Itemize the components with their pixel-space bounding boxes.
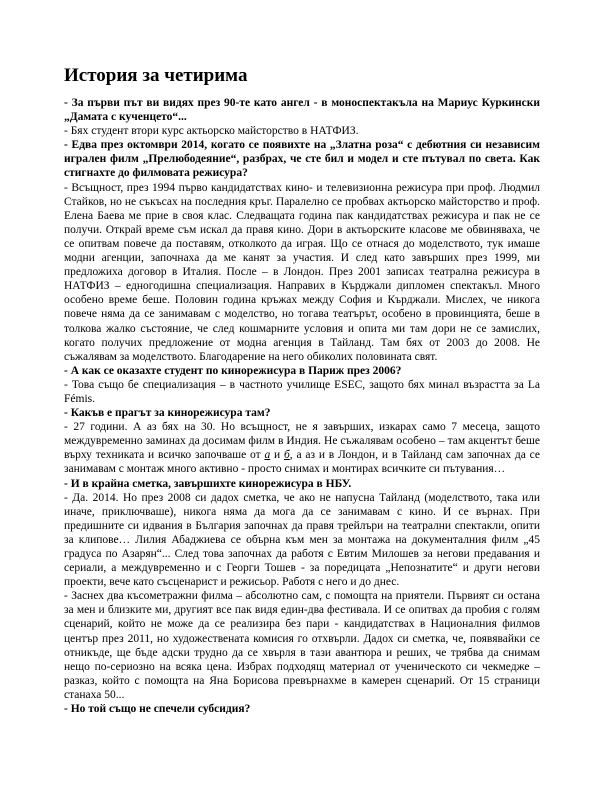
- answer-paragraph: - Всъщност, през 1994 първо кандидатствах кино- и телевизионна режисура при проф. Людмил Стайков, но не съкъсах на последния кръг. Паралелно се пробвах актьорско майсторство и проф. Елена Баева ме прие в своя клас. Следващата година пак кандидатствах режисура и пак не се получи. Открай време съм искал да правя кино. Дори в актьорските класове ме обвиняваха, че се опитвам повече да поставям, отколкото да играя. Що се отнася до моделството, тук имаше модни агенции, започнаха да ме канят за участия. И след като завърших през 1999, ми предложиха договор в Италия. После – в Лондон. През 2001 записах театрална режисура в НАТФИЗ – едногодишна специализация. Направих в Кърджали дипломен спектакъл. Много особено време беше. Половин година кръжах между София и Кърджали. Мислех, че никога повече няма да се занимавам с моделство, но тогава театърът, особено в провинцията, беше в толкова жалко състояние, че след кошмарните условия и опита ми там дори не се замислих, когато получих предложение от модна агенция в Тайланд. Там бях от 2003 до 2008. Не съжалявам за моделството. Благодарение на него обиколих половината свят.: [64, 181, 540, 363]
- answer-paragraph: - Това също бе специализация – в частното училище ESEC, защото бях минал възрастта за La Fémis.: [64, 378, 540, 405]
- question-paragraph: - Какъв е прагът за кинорежисура там?: [64, 407, 271, 420]
- answer-paragraph: - Заснех два късометражни филма – абсолютно сам, с помощта на приятели. Първият си остана за мен и близките ми, другият все пак видя един-два фестивала. И се опитвах да пробия с голям сценарий, който не може да се реализира без пари - кандидатствах в Националния филмов център през 2011, но художествената комисия го отхвърли. Дадох си сметка, че, появявайки се отникъде, ще бъде адски трудно да се хвърля в тази авантюра и реших, че трябва да снимам нещо по-сериозно на всяка цена. Избрах подходящ материал от ученическото си чекмедже – разказ, който с помощта на Яна Борисова превърнахме в камерен сценарий. От 15 страници станаха 50...: [64, 590, 540, 701]
- answer-text-tail: , а аз и в Лондон, и в Тайланд сам започнах да се занимавам с монтаж много активно - просто снимах и монтирах всичките си пътувания…: [64, 449, 541, 476]
- answer-text-mid: и: [270, 449, 284, 462]
- page-title: История за четирима: [64, 65, 248, 86]
- question-paragraph: - За първи път ви видях през 90-те като ангел - в моноспектакъла на Мариус Куркински „Дамата с кученцето“...: [64, 97, 540, 124]
- question-paragraph: - Но той също не спечели субсидия?: [64, 703, 251, 716]
- question-paragraph: - Едва през октомври 2014, когато се появихте на „Златна роза“ с дебютния си независим игрален филм „Прелюбодеяние“, разбрах, че сте бил и модел и сте пътувал по света. Как стигнахте до филмовата режисура?: [64, 139, 540, 180]
- answer-paragraph: - Бях студент втори курс актьорско майсторство в НАТФИЗ.: [64, 125, 359, 138]
- answer-paragraph: - Да. 2014. Но през 2008 си дадох сметка, че ако не напусна Тайланд (моделството, така или иначе, приключваше), никога няма да мога да се занимавам с кино. И се върнах. При предишните си идвания в България започнах да правя трейлъри на театрални спектакли, опити за клипове… Лилия Абаджиева се обърна към мен за монтажа на документалния филм „45 градуса по Азарян“... След това започнах да работя с Евтим Милошев за негови предавания и сериали, а междувременно и с Георги Тошев - за поредицата „Непознатите“ и други негови проекти, вече като съсценарист и режисьор. Работя с него и до днес.: [64, 491, 540, 589]
- article: [64, 64, 540, 716]
- question-paragraph: - А как се оказахте студент по кинорежисура в Париж през 2006?: [64, 364, 402, 377]
- underlined-letter: б: [283, 449, 290, 462]
- answer-text: - 27 години. А аз бях на 30. Но всъщност, не я завърших, изкарах само 7 месеца, защото междувременно заминах да досимам филм в Индия. Не съжалявам особено – там акцентът беше върху техниката и всичко започваше от: [64, 421, 540, 462]
- question-paragraph: - И в крайна сметка, завършихте кинорежисура в НБУ.: [64, 477, 352, 490]
- answer-paragraph: [64, 420, 540, 476]
- underlined-letter: а: [264, 449, 271, 462]
